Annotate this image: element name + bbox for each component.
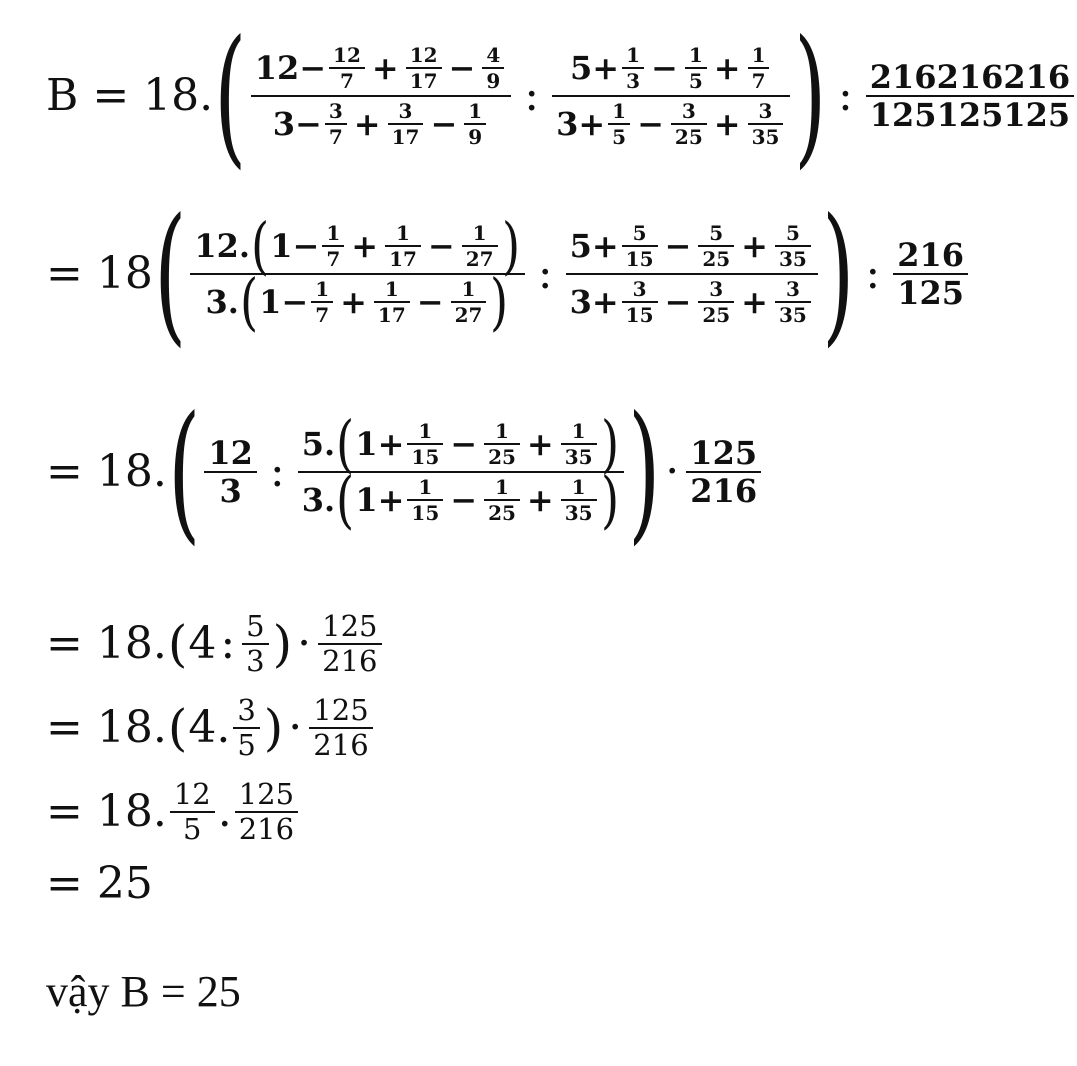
right-paren: )	[821, 187, 855, 361]
dot: ·	[665, 446, 680, 497]
step-7	[46, 858, 153, 909]
fraction-b	[298, 407, 624, 537]
left-paren: (	[154, 187, 187, 361]
fraction-b-numerator: 5+ $\frac{1}{3}$ − $\frac{1}{5}$ + $\frac{1}{7}$	[566, 41, 776, 95]
step-2	[46, 187, 971, 361]
fraction-tail: $\frac{125}{216}$	[235, 778, 298, 846]
colon: :	[220, 618, 236, 669]
colon: :	[537, 248, 553, 299]
dot: ·	[288, 702, 303, 753]
left-paren: (	[167, 615, 188, 673]
colon: :	[269, 446, 285, 497]
right-paren: )	[263, 699, 284, 757]
step-6	[46, 778, 301, 846]
fraction-tail: $\frac{125}{216}$	[318, 610, 381, 678]
step-5-prefix: = 18.	[46, 702, 167, 753]
fraction-five-thirds: $\frac{5}{3}$	[242, 610, 268, 678]
fraction-three-fifths: $\frac{3}{5}$	[233, 694, 259, 762]
step-2-prefix: = 18	[46, 248, 153, 299]
step-1-prefix: B = 18.	[46, 70, 214, 121]
step-6-prefix: = 18.	[46, 786, 167, 837]
fraction-b	[566, 219, 818, 329]
fraction-tail: $\frac{216}{125}$	[893, 237, 968, 311]
fraction-a-numerator: 12− $\frac{12}{7}$ + $\frac{12}{17}$ − $\frac{4}{9}$	[251, 41, 512, 95]
step-5: = 18. ( 4. $\frac{3}{5}$ ) · $\frac{125}{216}$	[46, 694, 376, 762]
fraction-tail: $\frac{125}{216}$	[686, 435, 761, 509]
fraction-tail: $\frac{125}{216}$	[309, 694, 372, 762]
fraction-a	[251, 41, 512, 151]
step-4-prefix: = 18.	[46, 618, 167, 669]
fraction-b-denominator: 3+ $\frac{1}{5}$ − $\frac{3}{25}$ + $\frac{3}{35}$	[552, 97, 790, 151]
colon: :	[865, 248, 881, 299]
fraction-twelve-thirds: $\frac{12}{3}$	[204, 435, 257, 509]
step-7-result: = 25	[46, 858, 153, 909]
right-paren: )	[627, 385, 661, 559]
conclusion	[46, 967, 241, 1016]
step-1	[46, 9, 1077, 183]
fraction-a-numerator: 12. ( 1− $\frac{1}{7}$ + $\frac{1}{17}$ − $\frac{1}{27}$ )	[194, 209, 520, 283]
right-paren: )	[794, 9, 827, 183]
fraction-a-denominator: 3. ( 1− $\frac{1}{7}$ + $\frac{1}{17}$ − $\frac{1}{27}$ )	[205, 265, 509, 339]
fraction-a	[190, 209, 524, 339]
dot: .	[217, 786, 232, 837]
fraction-twelve-fifths: $\frac{12}{5}$	[170, 778, 215, 846]
left-paren: (	[167, 385, 201, 559]
fraction-b	[552, 41, 790, 151]
conclusion-text: vậy B = 25	[46, 967, 241, 1016]
fraction-b-numerator: 5+ $\frac{5}{15}$ − $\frac{5}{25}$ + $\frac{5}{35}$	[566, 219, 818, 273]
fraction-b-numerator: 5. ( 1+ $\frac{1}{15}$ − $\frac{1}{25}$ + $\frac{1}{35}$ )	[301, 407, 619, 481]
colon: :	[524, 70, 540, 121]
fraction-tail: $\frac{216216216}{125125125}$	[866, 59, 1074, 133]
colon: :	[837, 70, 853, 121]
left-paren: (	[167, 699, 188, 757]
step-3-prefix: = 18.	[46, 446, 167, 497]
step-4: = 18. ( 4 : $\frac{5}{3}$ ) · $\frac{125}{216}$	[46, 610, 385, 678]
left-paren: (	[214, 9, 247, 183]
right-paren: )	[272, 615, 293, 673]
step-3	[46, 385, 764, 559]
fraction-a-denominator: 3− $\frac{3}{7}$ + $\frac{3}{17}$ − $\frac{1}{9}$	[269, 97, 493, 151]
fraction-b-denominator: 3+ $\frac{3}{15}$ − $\frac{3}{25}$ + $\frac{3}{35}$	[566, 275, 818, 329]
dot: ·	[297, 618, 312, 669]
fraction-b-denominator: 3. ( 1+ $\frac{1}{15}$ − $\frac{1}{25}$ + $\frac{1}{35}$ )	[301, 463, 619, 537]
